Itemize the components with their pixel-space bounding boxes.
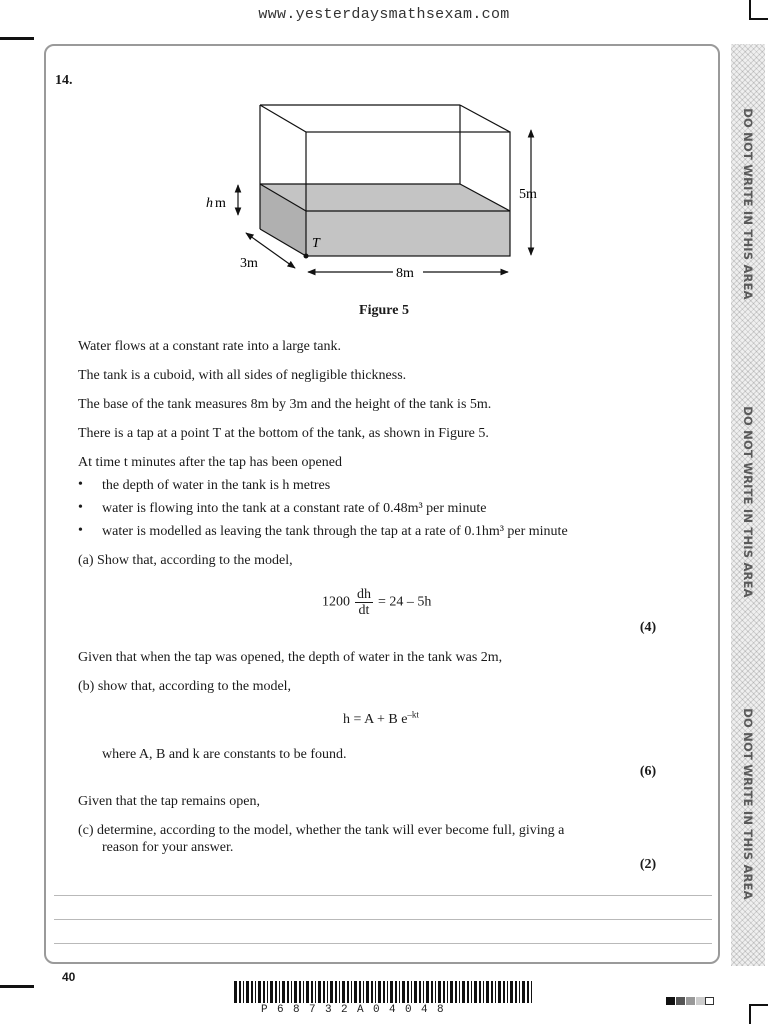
label-depth: 3m [240,256,258,271]
part-a-text: (a) Show that, according to the model, [78,553,293,568]
part-b-equation [343,711,419,728]
label-tap: T [312,236,320,251]
part-c-text: (c) determine, according to the model, whether the tank will ever become full, giving a [78,823,565,838]
progress-square [666,997,675,1005]
bullet-marker: • [78,523,83,538]
progress-square [676,997,685,1005]
label-width: 8m [396,266,414,281]
equation-exponent: –kt [407,709,419,720]
figure-caption: Figure 5 [359,303,409,318]
time-line: At time t minutes after the tap has been opened [78,455,342,470]
given-c-text: Given that the tap remains open, [78,794,260,809]
progress-square [686,997,695,1005]
marks-part-a: (4) [639,620,657,635]
intro-line: Water flows at a constant rate into a large tank. [78,339,341,354]
derivative-denominator: dt [358,603,370,618]
barcode-text: P68732A04048 [261,1004,454,1016]
progress-square [705,997,714,1005]
intro-line: There is a tap at a point T at the bottom of the tank, as shown in Figure 5. [78,426,489,441]
do-not-write-label: DO NOT WRITE IN THIS AREA [741,108,755,300]
given-b-text: Given that when the tap was opened, the depth of water in the tank was 2m, [78,650,503,665]
answer-line[interactable] [54,943,712,944]
part-a-equation [322,587,431,618]
answer-line[interactable] [54,919,712,920]
part-c-text: reason for your answer. [102,840,234,855]
intro-line: The tank is a cuboid, with all sides of negligible thickness. [78,368,407,383]
bullet-item: the depth of water in the tank is h metres [102,478,331,493]
answer-line[interactable] [54,895,712,896]
question-number: 14. [55,73,73,88]
page-number: 40 [62,970,76,984]
marks-part-b: (6) [639,764,657,779]
progress-square [696,997,705,1005]
equation-coefficient: 1200 [322,594,350,610]
corner-mark-bottom-left [0,985,34,988]
bullet-item: water is flowing into the tank at a constant rate of 0.48m³ per minute [102,501,487,516]
do-not-write-label: DO NOT WRITE IN THIS AREA [741,406,755,598]
part-b-where: where A, B and k are constants to be found. [102,747,347,762]
barcode [234,981,534,1003]
bullet-marker: • [78,477,83,492]
water-region [260,184,510,256]
tank-figure [0,0,768,330]
corner-mark-bottom-right [749,1004,768,1006]
do-not-write-label: DO NOT WRITE IN THIS AREA [741,708,755,900]
corner-mark-bottom-right [749,1004,751,1024]
label-height: 5m [519,187,537,202]
label-h: h m [206,196,226,211]
tap-point [304,254,309,259]
bullet-item: water is modelled as leaving the tank through the tap at a rate of 0.1hm³ per minute [102,524,568,539]
part-b-text: (b) show that, according to the model, [78,679,292,694]
marks-part-c: (2) [639,857,657,872]
site-url: www.yesterdaysmathsexam.com [258,6,510,23]
intro-line: The base of the tank measures 8m by 3m and the height of the tank is 5m. [78,397,492,412]
bullet-marker: • [78,500,83,515]
derivative-fraction [355,587,373,618]
equation-rhs: = 24 – 5h [378,594,432,610]
derivative-numerator: dh [357,587,371,602]
equation-lhs: h = A + B e [343,712,408,727]
